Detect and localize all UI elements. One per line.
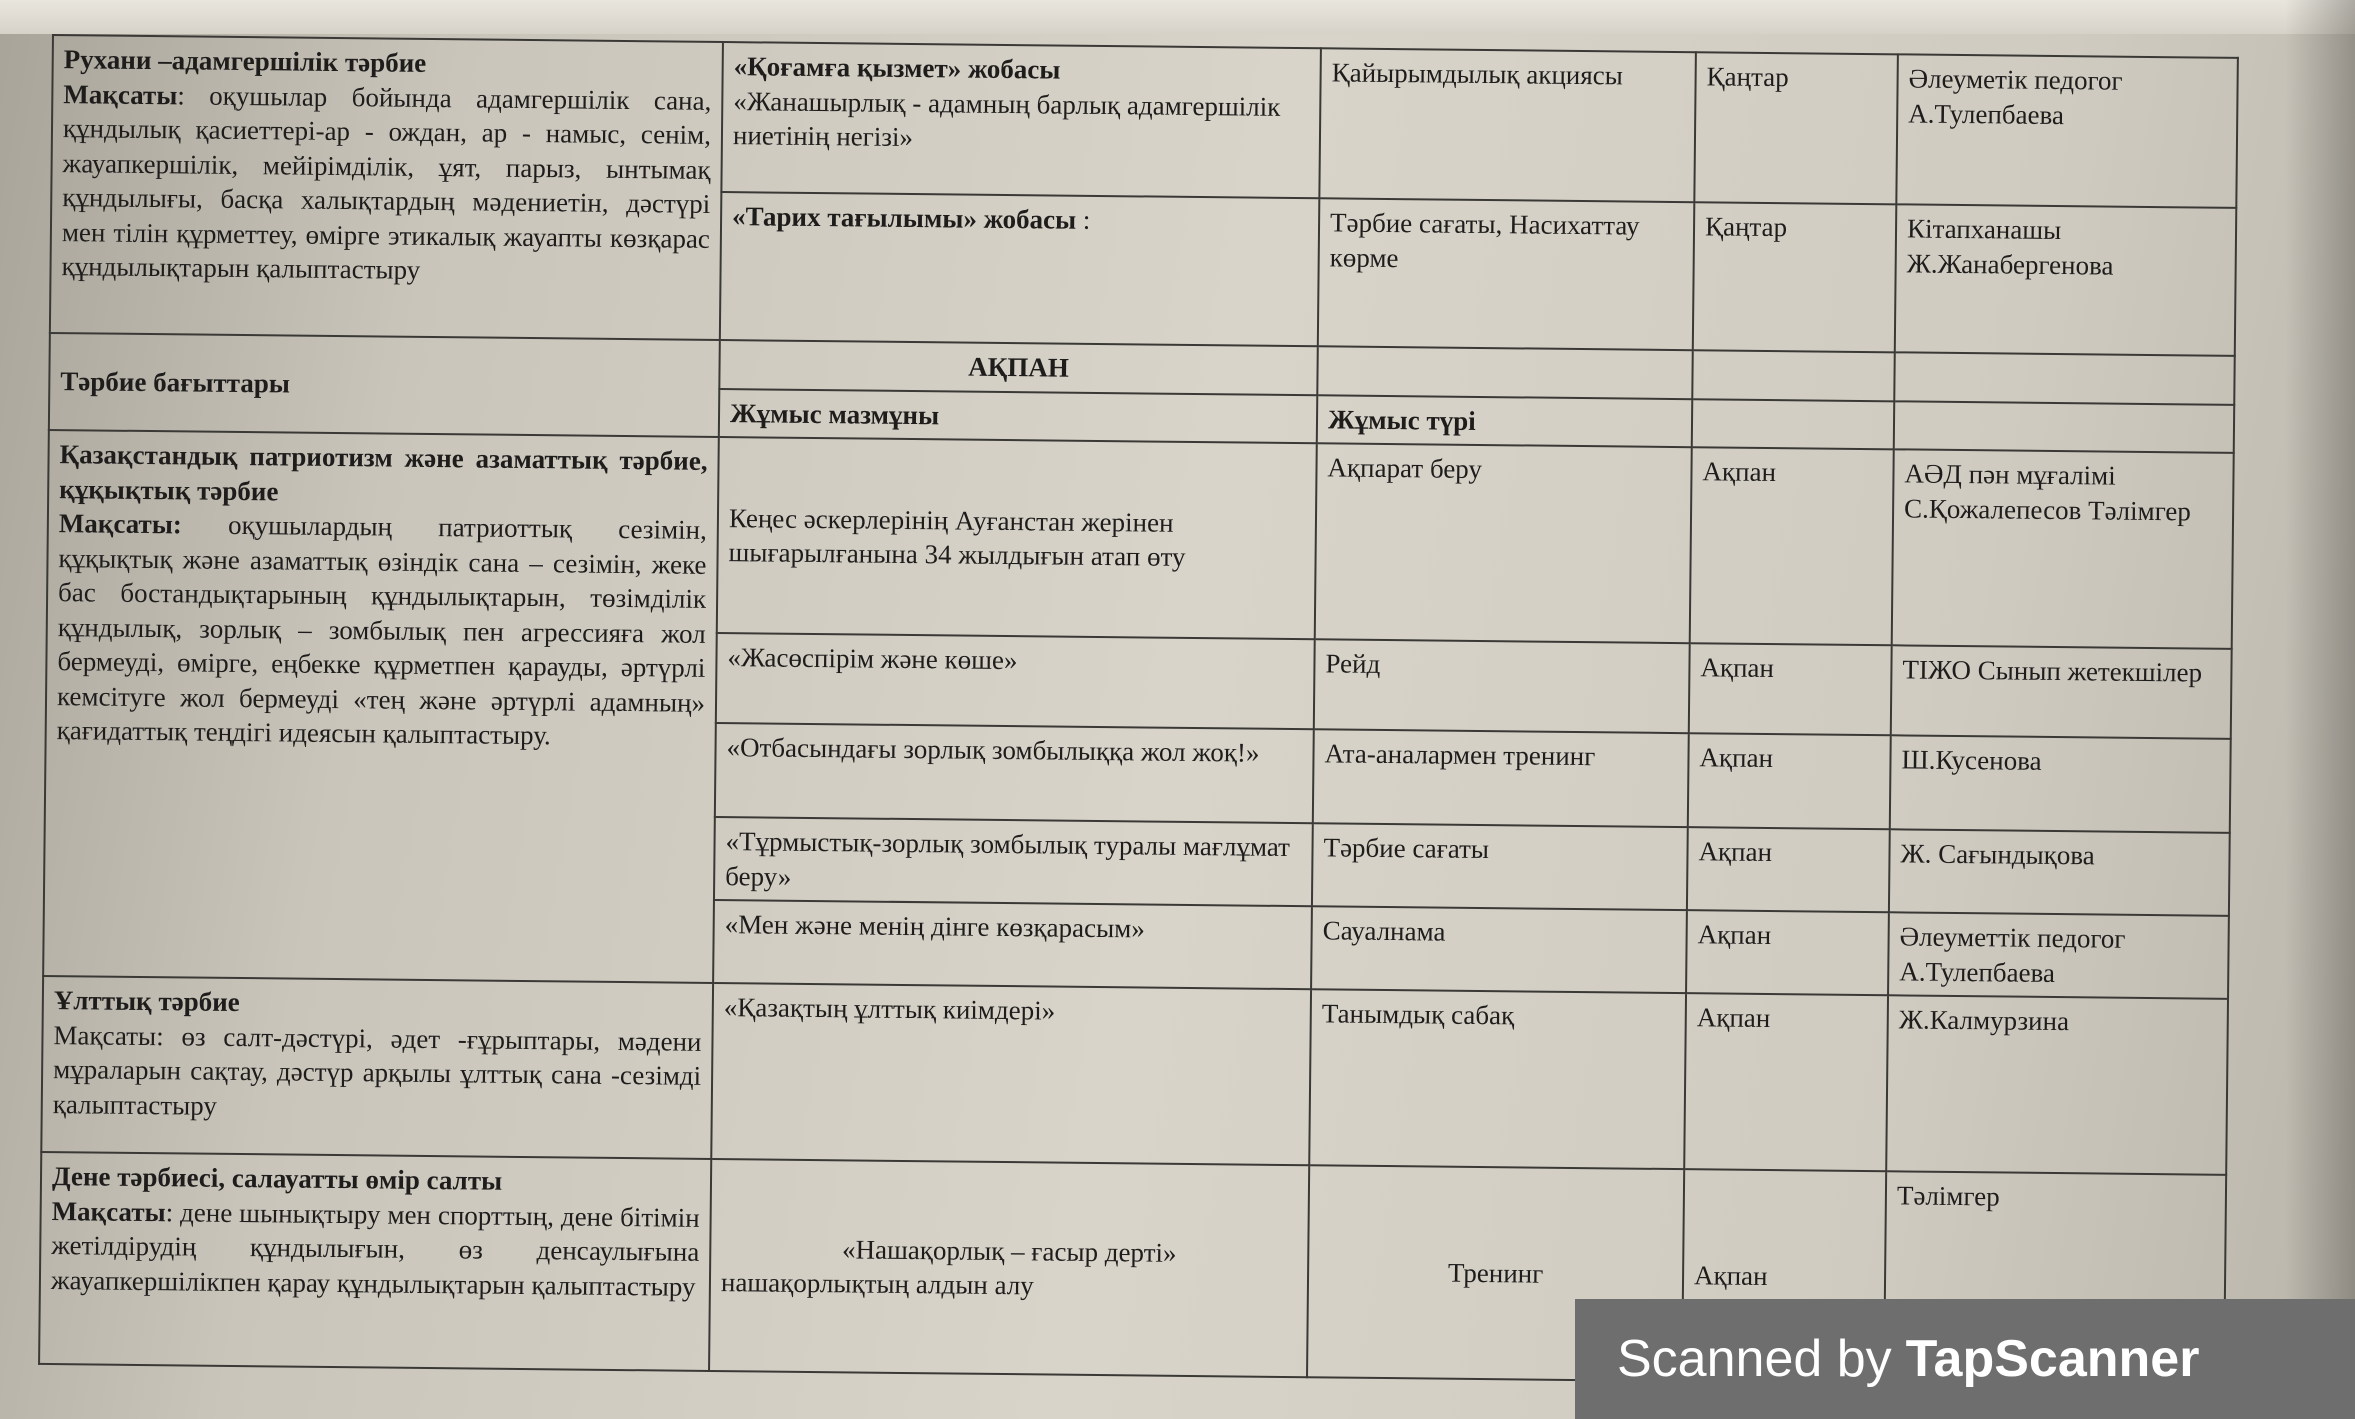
project-title: «Қоғамға қызмет» жобасы <box>733 51 1061 85</box>
goal-text: оқушылардың патриоттық сезімін, құқықтық және азаматтық өзіндік сана – сезімін, жеке бас бостандықтарының құндылықтарын, төзімділік құндылық, зорлық – зомбылық пен агрессияға жол бермеуді, өмірге, еңбекке құрметпен қарауды, әртүрлі кемсітуге жол бермеуді «тең және әртүрлі адамның» қағидаттық теңдігі идеясын қалыптастыру. <box>56 509 707 751</box>
type-cell: Сауалнама <box>1311 906 1687 993</box>
page-edge-shadow <box>2285 0 2355 1419</box>
content-cell: «Қазақтың ұлттық киімдері» <box>711 983 1311 1165</box>
month-cell: Ақпан <box>1687 827 1890 912</box>
direction-title: Ұлттық тәрбие <box>53 985 240 1018</box>
direction-goal <box>61 77 711 291</box>
month-cell: Қаңтар <box>1693 202 1897 352</box>
table-row <box>51 35 2237 208</box>
month-cell: Ақпан <box>1682 1169 1886 1383</box>
type-cell: Тренинг <box>1307 1166 1684 1382</box>
direction-title: Қазақстандық патриотизм және азаматтық тәрбие, құқықтық тәрбие <box>59 439 708 507</box>
direction-goal <box>57 506 707 755</box>
goal-label: Мақсаты: <box>58 508 183 540</box>
education-plan-table <box>38 34 2239 1388</box>
month-cell: Ақпан <box>1684 993 1888 1171</box>
empty-cell <box>1317 346 1692 398</box>
type-cell: Қайырымдылық акциясы <box>1319 48 1696 202</box>
direction-title: Дене тәрбиесі, салауатты өмір салты <box>51 1161 503 1197</box>
content-title: «Нашақорлық – ғасыр дерті» <box>841 1234 1177 1268</box>
column-header-type: Жұмыс түрі <box>1317 395 1692 447</box>
table-row <box>47 430 2234 649</box>
empty-cell <box>1894 401 2234 453</box>
content-cell: «Отбасындағы зорлық зомбылыққа жол жоқ!» <box>715 723 1314 823</box>
project-text: «Жанашырлық - адамның барлық адамгершілік ниетінің негізі» <box>732 85 1281 153</box>
content-cell: «Тұрмыстық-зорлық зомбылық туралы мағлұмат беру» <box>714 817 1313 906</box>
month-cell: Ақпан <box>1686 910 1889 995</box>
month-cell: Ақпан <box>1688 733 1891 829</box>
month-cell: Қаңтар <box>1694 52 1898 204</box>
direction-cell-national <box>41 976 713 1159</box>
direction-goal <box>53 1018 702 1128</box>
column-header-content: Жұмыс мазмұны <box>719 389 1317 444</box>
direction-goal <box>51 1194 700 1304</box>
responsible-cell: Ж. Сағындықова <box>1889 829 2230 916</box>
responsible-cell: Тәлімгер <box>1884 1172 2226 1388</box>
direction-cell-spiritual <box>50 35 723 340</box>
project-title-tail: : <box>1075 204 1091 235</box>
content-subtitle: нашақорлықтың алдын алу <box>720 1267 1034 1301</box>
direction-title: Рухани –адамгершілік тәрбие <box>63 44 427 78</box>
watermark-prefix: Scanned by <box>1617 1330 1892 1388</box>
type-cell: Танымдық сабақ <box>1309 990 1686 1170</box>
month-heading: АҚПАН <box>719 340 1317 395</box>
type-cell: Тәрбие сағаты <box>1312 823 1688 910</box>
responsible-cell: Ш.Кусенова <box>1890 735 2231 833</box>
direction-cell-physical <box>39 1152 711 1371</box>
column-header-direction: Тәрбие бағыттары <box>49 333 720 437</box>
responsible-cell: ТІЖО Сынып жетекшілер <box>1891 645 2232 739</box>
content-cell <box>720 192 1320 346</box>
table-row <box>41 976 2228 1175</box>
goal-label: Мақсаты <box>53 1019 157 1051</box>
scanner-watermark <box>1575 1299 2355 1419</box>
content-cell <box>721 42 1321 198</box>
content-cell: «Жасөспірім және көше» <box>716 633 1315 729</box>
project-title: «Тарих тағылымы» жобасы <box>731 201 1077 235</box>
content-cell: «Мен және менің дінге көзқарасым» <box>713 900 1312 989</box>
goal-text: : өз салт-дәстүрі, әдет -ғұрыптары, мәдени мұраларын сақтау, дәстүр арқылы ұлттық сана -сезімді қалыптастыру <box>52 1020 702 1121</box>
content-cell <box>709 1159 1309 1377</box>
responsible-cell: Әлеуметтік педогог А.Тулепбаева <box>1888 912 2229 999</box>
goal-text: : дене шынықтыру мен спорттың, дене бітімін жетілдірудің құндылығын, өз денсаулығына жауапкершілікпен қарау құндылықтарын қалыптастыру <box>50 1197 700 1302</box>
watermark-brand: TapScanner <box>1905 1330 2200 1388</box>
goal-label: Мақсаты <box>51 1195 166 1228</box>
responsible-cell: Ж.Калмурзина <box>1886 996 2228 1176</box>
empty-cell <box>1692 399 1894 450</box>
responsible-cell: АӘД пән мұғалімі С.Қожалепесов Тәлімгер <box>1892 449 2234 649</box>
responsible-cell: Әлеуметік педогог А.Тулепбаева <box>1896 54 2238 208</box>
type-cell: Рейд <box>1314 639 1690 733</box>
empty-cell <box>1692 350 1894 401</box>
month-cell: Ақпан <box>1690 447 1894 645</box>
goal-label: Мақсаты <box>63 78 178 110</box>
month-cell: Ақпан <box>1689 643 1892 735</box>
page-top-edge <box>0 0 2355 34</box>
type-cell: Ата-аналармен тренинг <box>1313 729 1689 827</box>
goal-text: : оқушылар бойында адамгершілік сана, құндылық қасиеттері-ар - ождан, ар - намыс, сенім, жауапкершілік, мейірімділік, ұят, парыз, ынтымақ құндылығы, басқа халықтардың мәдениетін, дәстүрі мен тілін құрметтеу, өмірге этикалық жауапты көзқарас құндылықтарын қалыптастыру <box>61 79 712 286</box>
direction-cell-patriotism <box>43 430 719 983</box>
responsible-cell: Кітапханашы Ж.Жанабергенова <box>1895 204 2237 356</box>
content-cell: Кеңес әскерлерінің Ауғанстан жерінен шығарылғанына 34 жылдығын атап өту <box>717 437 1317 639</box>
empty-cell <box>1894 352 2234 404</box>
type-cell: Тәрбие сағаты, Насихаттау көрме <box>1318 198 1695 350</box>
type-cell: Ақпарат беру <box>1315 443 1692 643</box>
